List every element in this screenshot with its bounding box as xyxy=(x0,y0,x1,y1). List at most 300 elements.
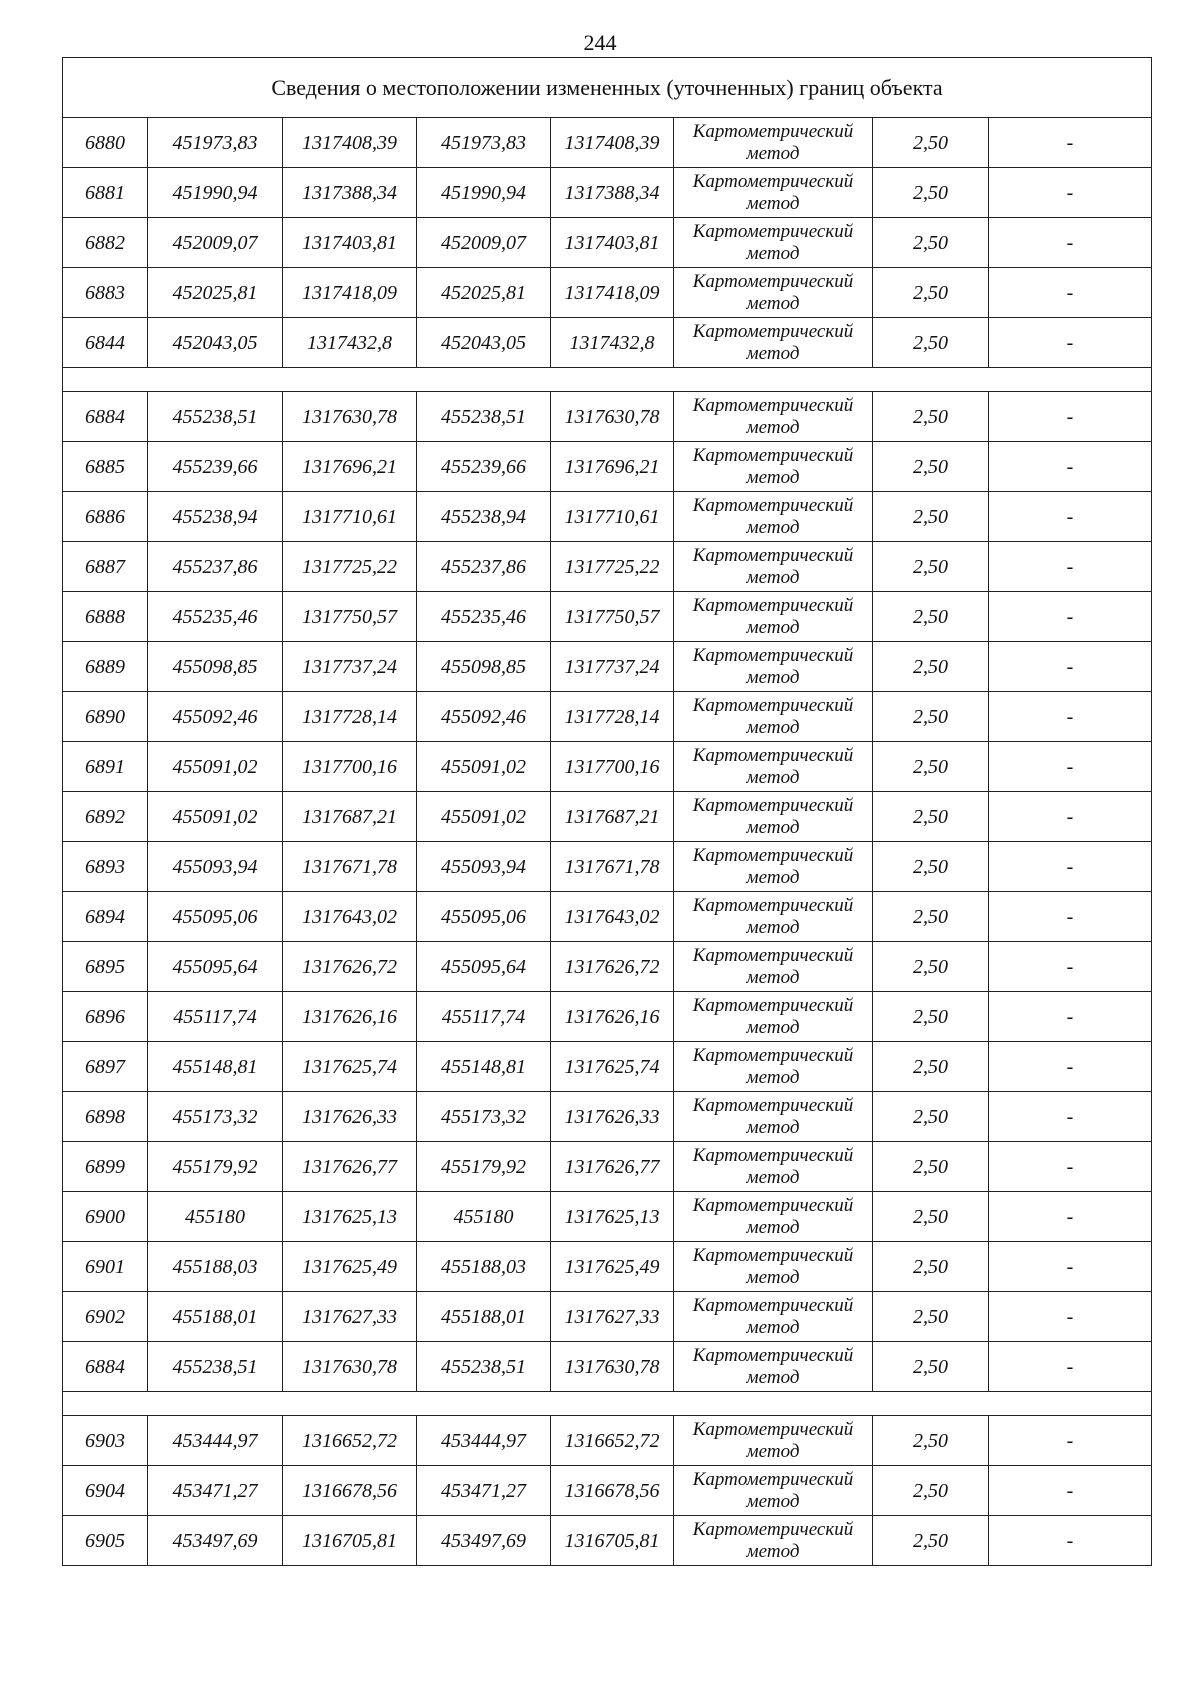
x-new-cell: 455117,74 xyxy=(417,992,551,1042)
x-new-cell: 455095,64 xyxy=(417,942,551,992)
method-line-1: Картометрический xyxy=(692,1518,854,1540)
y-new-cell: 1317728,14 xyxy=(551,692,674,742)
method-line-1: Картометрический xyxy=(692,444,854,466)
method-cell xyxy=(674,1342,873,1392)
note-cell: - xyxy=(989,1242,1152,1292)
y-old-cell: 1317728,14 xyxy=(283,692,417,742)
note-cell: - xyxy=(989,992,1152,1042)
point-number-cell: 6901 xyxy=(63,1242,148,1292)
precision-cell: 2,50 xyxy=(873,742,989,792)
method-line-2: метод xyxy=(746,516,800,538)
y-old-cell: 1317432,8 xyxy=(283,318,417,368)
method-line-1: Картометрический xyxy=(692,594,854,616)
y-old-cell: 1317737,24 xyxy=(283,642,417,692)
precision-cell: 2,50 xyxy=(873,1516,989,1566)
note-cell: - xyxy=(989,318,1152,368)
point-number-cell: 6881 xyxy=(63,168,148,218)
precision-cell: 2,50 xyxy=(873,492,989,542)
method-line-1: Картометрический xyxy=(692,894,854,916)
method-cell xyxy=(674,1466,873,1516)
y-old-cell: 1317626,33 xyxy=(283,1092,417,1142)
separator-row xyxy=(63,368,1152,392)
precision-cell: 2,50 xyxy=(873,1292,989,1342)
y-old-cell: 1317625,74 xyxy=(283,1042,417,1092)
precision-cell: 2,50 xyxy=(873,268,989,318)
point-number-cell: 6905 xyxy=(63,1516,148,1566)
method-line-2: метод xyxy=(746,142,800,164)
method-line-2: метод xyxy=(746,1440,800,1462)
y-old-cell: 1317710,61 xyxy=(283,492,417,542)
method-line-1: Картометрический xyxy=(692,1418,854,1440)
y-old-cell: 1317687,21 xyxy=(283,792,417,842)
note-cell: - xyxy=(989,168,1152,218)
table-row xyxy=(63,118,1152,168)
x-old-cell: 455092,46 xyxy=(148,692,283,742)
point-number-cell: 6883 xyxy=(63,268,148,318)
y-old-cell: 1317625,13 xyxy=(283,1192,417,1242)
point-number-cell: 6885 xyxy=(63,442,148,492)
method-cell xyxy=(674,1142,873,1192)
point-number-cell: 6888 xyxy=(63,592,148,642)
x-new-cell: 453471,27 xyxy=(417,1466,551,1516)
note-cell: - xyxy=(989,842,1152,892)
x-new-cell: 455238,94 xyxy=(417,492,551,542)
y-new-cell: 1317626,77 xyxy=(551,1142,674,1192)
precision-cell: 2,50 xyxy=(873,1192,989,1242)
precision-cell: 2,50 xyxy=(873,1416,989,1466)
x-new-cell: 455092,46 xyxy=(417,692,551,742)
precision-cell: 2,50 xyxy=(873,392,989,442)
y-old-cell: 1317388,34 xyxy=(283,168,417,218)
y-old-cell: 1317750,57 xyxy=(283,592,417,642)
y-new-cell: 1317432,8 xyxy=(551,318,674,368)
separator-row xyxy=(63,1392,1152,1416)
precision-cell: 2,50 xyxy=(873,318,989,368)
table-row xyxy=(63,1042,1152,1092)
x-new-cell: 453497,69 xyxy=(417,1516,551,1566)
table-row xyxy=(63,1092,1152,1142)
x-old-cell: 455173,32 xyxy=(148,1092,283,1142)
method-line-1: Картометрический xyxy=(692,1294,854,1316)
method-line-2: метод xyxy=(746,1490,800,1512)
method-cell xyxy=(674,542,873,592)
x-old-cell: 452009,07 xyxy=(148,218,283,268)
point-number-cell: 6884 xyxy=(63,1342,148,1392)
y-new-cell: 1317625,13 xyxy=(551,1192,674,1242)
method-line-1: Картометрический xyxy=(692,1344,854,1366)
x-old-cell: 455238,51 xyxy=(148,1342,283,1392)
x-old-cell: 455117,74 xyxy=(148,992,283,1042)
method-cell xyxy=(674,218,873,268)
method-line-2: метод xyxy=(746,192,800,214)
note-cell: - xyxy=(989,692,1152,742)
method-line-1: Картометрический xyxy=(692,694,854,716)
method-line-1: Картометрический xyxy=(692,1094,854,1116)
method-line-1: Картометрический xyxy=(692,120,854,142)
note-cell: - xyxy=(989,442,1152,492)
note-cell: - xyxy=(989,392,1152,442)
table-row xyxy=(63,642,1152,692)
point-number-cell: 6892 xyxy=(63,792,148,842)
y-new-cell: 1317696,21 xyxy=(551,442,674,492)
x-new-cell: 455238,51 xyxy=(417,392,551,442)
x-new-cell: 455095,06 xyxy=(417,892,551,942)
method-line-2: метод xyxy=(746,816,800,838)
y-new-cell: 1317418,09 xyxy=(551,268,674,318)
method-cell xyxy=(674,692,873,742)
x-new-cell: 455235,46 xyxy=(417,592,551,642)
y-old-cell: 1316705,81 xyxy=(283,1516,417,1566)
y-old-cell: 1317626,72 xyxy=(283,942,417,992)
method-cell xyxy=(674,318,873,368)
x-old-cell: 455239,66 xyxy=(148,442,283,492)
table-row xyxy=(63,1466,1152,1516)
method-cell xyxy=(674,592,873,642)
precision-cell: 2,50 xyxy=(873,792,989,842)
table-row xyxy=(63,692,1152,742)
method-cell xyxy=(674,118,873,168)
method-line-1: Картометрический xyxy=(692,1194,854,1216)
point-number-cell: 6897 xyxy=(63,1042,148,1092)
y-new-cell: 1317671,78 xyxy=(551,842,674,892)
note-cell: - xyxy=(989,1142,1152,1192)
x-old-cell: 455098,85 xyxy=(148,642,283,692)
x-new-cell: 455091,02 xyxy=(417,792,551,842)
x-old-cell: 455148,81 xyxy=(148,1042,283,1092)
method-cell xyxy=(674,492,873,542)
precision-cell: 2,50 xyxy=(873,992,989,1042)
method-cell xyxy=(674,168,873,218)
note-cell: - xyxy=(989,792,1152,842)
method-cell xyxy=(674,1042,873,1092)
method-line-2: метод xyxy=(746,1066,800,1088)
point-number-cell: 6889 xyxy=(63,642,148,692)
note-cell: - xyxy=(989,742,1152,792)
method-line-1: Картометрический xyxy=(692,170,854,192)
note-cell: - xyxy=(989,642,1152,692)
point-number-cell: 6891 xyxy=(63,742,148,792)
method-cell xyxy=(674,842,873,892)
x-new-cell: 455091,02 xyxy=(417,742,551,792)
precision-cell: 2,50 xyxy=(873,642,989,692)
table-row xyxy=(63,942,1152,992)
method-line-2: метод xyxy=(746,242,800,264)
method-line-1: Картометрический xyxy=(692,994,854,1016)
method-line-2: метод xyxy=(746,1316,800,1338)
table-row xyxy=(63,1342,1152,1392)
x-new-cell: 455188,01 xyxy=(417,1292,551,1342)
method-cell xyxy=(674,392,873,442)
note-cell: - xyxy=(989,1342,1152,1392)
y-old-cell: 1317627,33 xyxy=(283,1292,417,1342)
x-new-cell: 452009,07 xyxy=(417,218,551,268)
table-row xyxy=(63,792,1152,842)
x-old-cell: 455091,02 xyxy=(148,742,283,792)
y-new-cell: 1317737,24 xyxy=(551,642,674,692)
table-row xyxy=(63,1292,1152,1342)
point-number-cell: 6898 xyxy=(63,1092,148,1142)
y-old-cell: 1317630,78 xyxy=(283,392,417,442)
method-line-2: метод xyxy=(746,716,800,738)
x-old-cell: 455095,06 xyxy=(148,892,283,942)
y-new-cell: 1317408,39 xyxy=(551,118,674,168)
point-number-cell: 6894 xyxy=(63,892,148,942)
point-number-cell: 6884 xyxy=(63,392,148,442)
point-number-cell: 6893 xyxy=(63,842,148,892)
x-old-cell: 455179,92 xyxy=(148,1142,283,1192)
precision-cell: 2,50 xyxy=(873,892,989,942)
method-line-2: метод xyxy=(746,616,800,638)
precision-cell: 2,50 xyxy=(873,942,989,992)
method-cell xyxy=(674,742,873,792)
x-new-cell: 455238,51 xyxy=(417,1342,551,1392)
x-new-cell: 455098,85 xyxy=(417,642,551,692)
note-cell: - xyxy=(989,268,1152,318)
x-old-cell: 453497,69 xyxy=(148,1516,283,1566)
method-line-1: Картометрический xyxy=(692,1144,854,1166)
method-line-1: Картометрический xyxy=(692,1044,854,1066)
note-cell: - xyxy=(989,892,1152,942)
x-new-cell: 452025,81 xyxy=(417,268,551,318)
method-line-1: Картометрический xyxy=(692,744,854,766)
table-row xyxy=(63,1242,1152,1292)
point-number-cell: 6902 xyxy=(63,1292,148,1342)
y-new-cell: 1317626,16 xyxy=(551,992,674,1042)
table-row xyxy=(63,742,1152,792)
method-cell xyxy=(674,1192,873,1242)
y-new-cell: 1316652,72 xyxy=(551,1416,674,1466)
method-line-2: метод xyxy=(746,1266,800,1288)
y-new-cell: 1317700,16 xyxy=(551,742,674,792)
x-old-cell: 455238,94 xyxy=(148,492,283,542)
point-number-cell: 6887 xyxy=(63,542,148,592)
method-line-1: Картометрический xyxy=(692,320,854,342)
note-cell: - xyxy=(989,118,1152,168)
precision-cell: 2,50 xyxy=(873,218,989,268)
x-old-cell: 455093,94 xyxy=(148,842,283,892)
separator-cell xyxy=(63,368,1152,392)
table-row xyxy=(63,392,1152,442)
y-old-cell: 1317671,78 xyxy=(283,842,417,892)
x-old-cell: 452043,05 xyxy=(148,318,283,368)
method-line-2: метод xyxy=(746,416,800,438)
y-new-cell: 1317750,57 xyxy=(551,592,674,642)
table-row xyxy=(63,842,1152,892)
note-cell: - xyxy=(989,492,1152,542)
precision-cell: 2,50 xyxy=(873,692,989,742)
separator-cell xyxy=(63,1392,1152,1416)
point-number-cell: 6880 xyxy=(63,118,148,168)
point-number-cell: 6896 xyxy=(63,992,148,1042)
table-row xyxy=(63,218,1152,268)
y-new-cell: 1317627,33 xyxy=(551,1292,674,1342)
x-old-cell: 455235,46 xyxy=(148,592,283,642)
note-cell: - xyxy=(989,542,1152,592)
y-old-cell: 1316678,56 xyxy=(283,1466,417,1516)
method-cell xyxy=(674,1092,873,1142)
method-line-1: Картометрический xyxy=(692,944,854,966)
method-line-2: метод xyxy=(746,1540,800,1562)
point-number-cell: 6844 xyxy=(63,318,148,368)
y-new-cell: 1317687,21 xyxy=(551,792,674,842)
precision-cell: 2,50 xyxy=(873,118,989,168)
point-number-cell: 6882 xyxy=(63,218,148,268)
method-cell xyxy=(674,1292,873,1342)
method-cell xyxy=(674,1416,873,1466)
method-line-2: метод xyxy=(746,666,800,688)
x-new-cell: 451990,94 xyxy=(417,168,551,218)
table-row xyxy=(63,892,1152,942)
table-row xyxy=(63,268,1152,318)
method-line-1: Картометрический xyxy=(692,1468,854,1490)
x-old-cell: 451973,83 xyxy=(148,118,283,168)
table-row xyxy=(63,318,1152,368)
x-old-cell: 455188,01 xyxy=(148,1292,283,1342)
method-line-2: метод xyxy=(746,966,800,988)
table-row xyxy=(63,442,1152,492)
method-cell xyxy=(674,1516,873,1566)
note-cell: - xyxy=(989,1092,1152,1142)
y-old-cell: 1317625,49 xyxy=(283,1242,417,1292)
method-cell xyxy=(674,268,873,318)
y-old-cell: 1317696,21 xyxy=(283,442,417,492)
point-number-cell: 6903 xyxy=(63,1416,148,1466)
y-old-cell: 1317403,81 xyxy=(283,218,417,268)
note-cell: - xyxy=(989,592,1152,642)
table-row xyxy=(63,592,1152,642)
y-old-cell: 1317725,22 xyxy=(283,542,417,592)
method-line-2: метод xyxy=(746,466,800,488)
point-number-cell: 6890 xyxy=(63,692,148,742)
y-old-cell: 1317643,02 xyxy=(283,892,417,942)
x-new-cell: 455180 xyxy=(417,1192,551,1242)
precision-cell: 2,50 xyxy=(873,1466,989,1516)
precision-cell: 2,50 xyxy=(873,1042,989,1092)
note-cell: - xyxy=(989,1466,1152,1516)
table-row xyxy=(63,542,1152,592)
x-new-cell: 452043,05 xyxy=(417,318,551,368)
y-old-cell: 1316652,72 xyxy=(283,1416,417,1466)
method-line-2: метод xyxy=(746,566,800,588)
note-cell: - xyxy=(989,1516,1152,1566)
method-cell xyxy=(674,992,873,1042)
x-old-cell: 455095,64 xyxy=(148,942,283,992)
precision-cell: 2,50 xyxy=(873,1242,989,1292)
method-line-1: Картометрический xyxy=(692,270,854,292)
method-line-1: Картометрический xyxy=(692,844,854,866)
y-new-cell: 1317403,81 xyxy=(551,218,674,268)
precision-cell: 2,50 xyxy=(873,1092,989,1142)
method-line-1: Картометрический xyxy=(692,794,854,816)
y-new-cell: 1317710,61 xyxy=(551,492,674,542)
method-line-2: метод xyxy=(746,866,800,888)
method-line-2: метод xyxy=(746,1166,800,1188)
x-new-cell: 455148,81 xyxy=(417,1042,551,1092)
table-row xyxy=(63,1516,1152,1566)
y-old-cell: 1317418,09 xyxy=(283,268,417,318)
method-line-2: метод xyxy=(746,1016,800,1038)
note-cell: - xyxy=(989,942,1152,992)
x-new-cell: 455093,94 xyxy=(417,842,551,892)
method-cell xyxy=(674,442,873,492)
table-row xyxy=(63,492,1152,542)
note-cell: - xyxy=(989,1192,1152,1242)
method-line-2: метод xyxy=(746,342,800,364)
point-number-cell: 6900 xyxy=(63,1192,148,1242)
method-line-1: Картометрический xyxy=(692,544,854,566)
y-new-cell: 1317625,49 xyxy=(551,1242,674,1292)
method-line-2: метод xyxy=(746,1116,800,1138)
method-line-1: Картометрический xyxy=(692,1244,854,1266)
note-cell: - xyxy=(989,1292,1152,1342)
method-line-2: метод xyxy=(746,292,800,314)
y-old-cell: 1317700,16 xyxy=(283,742,417,792)
point-number-cell: 6886 xyxy=(63,492,148,542)
x-old-cell: 455237,86 xyxy=(148,542,283,592)
table-row xyxy=(63,1142,1152,1192)
point-number-cell: 6895 xyxy=(63,942,148,992)
page-number: 244 xyxy=(583,30,617,55)
y-new-cell: 1317630,78 xyxy=(551,392,674,442)
y-new-cell: 1317725,22 xyxy=(551,542,674,592)
method-line-1: Картометрический xyxy=(692,494,854,516)
table-row xyxy=(63,168,1152,218)
precision-cell: 2,50 xyxy=(873,542,989,592)
method-cell xyxy=(674,642,873,692)
x-new-cell: 455237,86 xyxy=(417,542,551,592)
method-line-1: Картометрический xyxy=(692,644,854,666)
x-new-cell: 455173,32 xyxy=(417,1092,551,1142)
precision-cell: 2,50 xyxy=(873,1342,989,1392)
x-old-cell: 453471,27 xyxy=(148,1466,283,1516)
note-cell: - xyxy=(989,1042,1152,1092)
point-number-cell: 6904 xyxy=(63,1466,148,1516)
precision-cell: 2,50 xyxy=(873,592,989,642)
precision-cell: 2,50 xyxy=(873,168,989,218)
x-new-cell: 451973,83 xyxy=(417,118,551,168)
x-new-cell: 455239,66 xyxy=(417,442,551,492)
y-new-cell: 1317625,74 xyxy=(551,1042,674,1092)
note-cell: - xyxy=(989,1416,1152,1466)
method-line-2: метод xyxy=(746,1366,800,1388)
boundary-coordinates-table xyxy=(62,57,1152,1566)
method-line-2: метод xyxy=(746,1216,800,1238)
y-old-cell: 1317626,16 xyxy=(283,992,417,1042)
table-title: Сведения о местоположении измененных (уточненных) границ объекта xyxy=(63,58,1152,118)
y-old-cell: 1317626,77 xyxy=(283,1142,417,1192)
method-line-2: метод xyxy=(746,766,800,788)
y-new-cell: 1317388,34 xyxy=(551,168,674,218)
precision-cell: 2,50 xyxy=(873,1142,989,1192)
method-cell xyxy=(674,792,873,842)
x-old-cell: 451990,94 xyxy=(148,168,283,218)
table-row xyxy=(63,992,1152,1042)
method-line-2: метод xyxy=(746,916,800,938)
note-cell: - xyxy=(989,218,1152,268)
y-new-cell: 1317626,33 xyxy=(551,1092,674,1142)
x-old-cell: 455188,03 xyxy=(148,1242,283,1292)
x-new-cell: 455188,03 xyxy=(417,1242,551,1292)
x-old-cell: 453444,97 xyxy=(148,1416,283,1466)
y-new-cell: 1317643,02 xyxy=(551,892,674,942)
y-old-cell: 1317408,39 xyxy=(283,118,417,168)
method-line-1: Картометрический xyxy=(692,394,854,416)
x-old-cell: 455091,02 xyxy=(148,792,283,842)
precision-cell: 2,50 xyxy=(873,842,989,892)
table-row xyxy=(63,1192,1152,1242)
x-new-cell: 455179,92 xyxy=(417,1142,551,1192)
y-new-cell: 1316678,56 xyxy=(551,1466,674,1516)
